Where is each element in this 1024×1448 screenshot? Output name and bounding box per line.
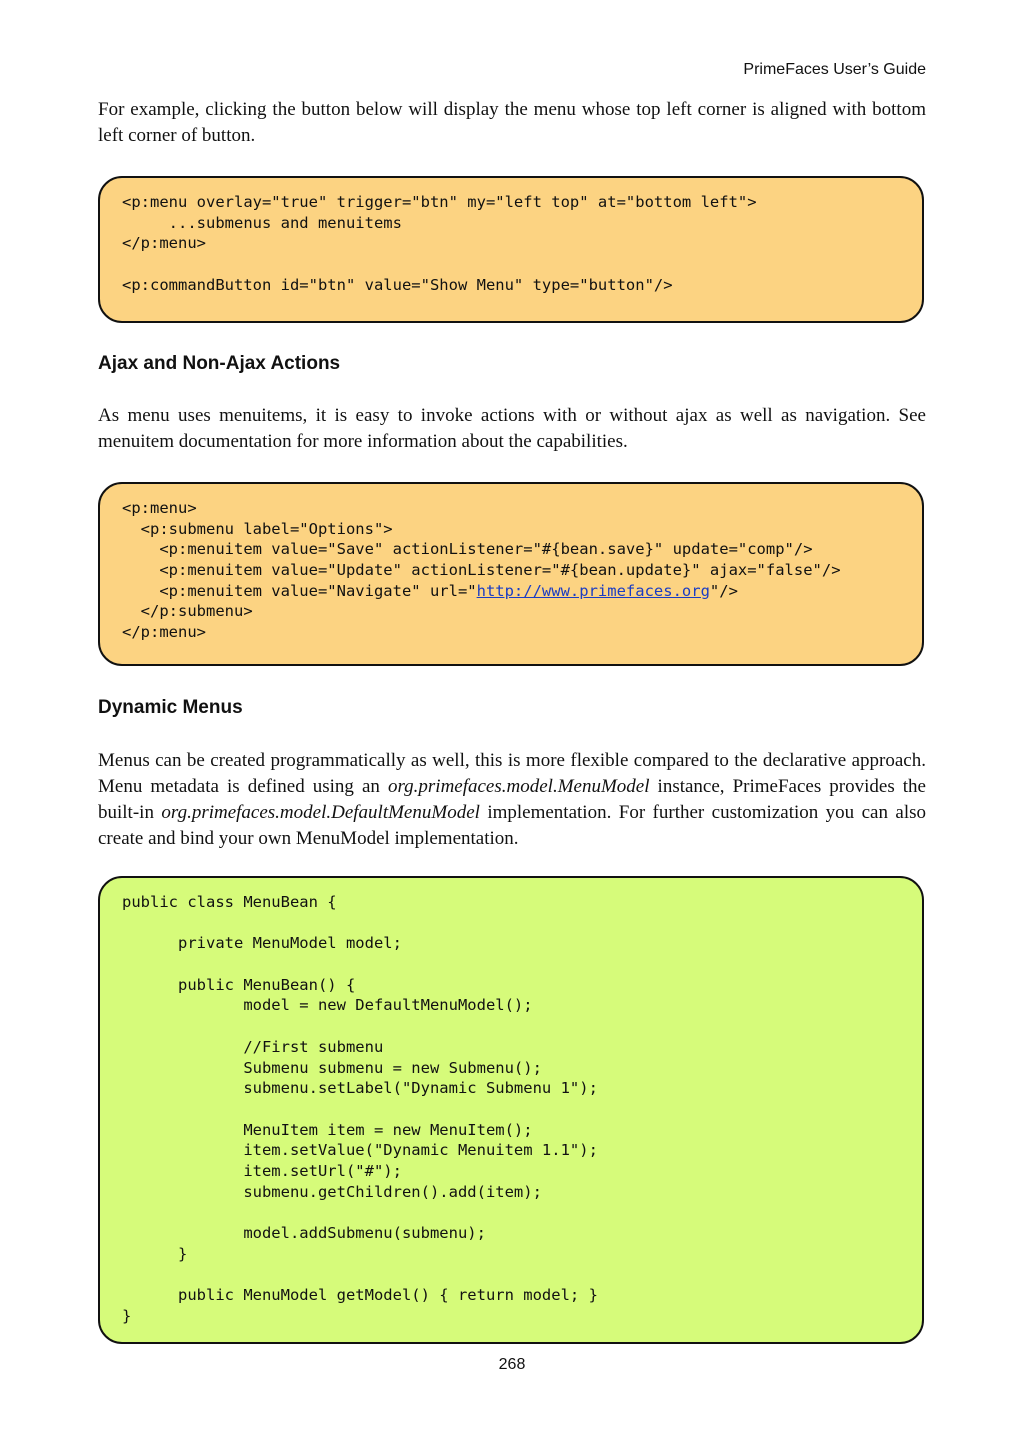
code-line: public MenuBean() { (122, 975, 356, 994)
code-line: private MenuModel model; (122, 934, 402, 953)
section-heading-ajax: Ajax and Non-Ajax Actions (98, 353, 341, 374)
code-line: <p:menu> (122, 499, 197, 517)
code-line: submenu.setLabel("Dynamic Submenu 1"); (122, 1079, 598, 1098)
code-line: <p:commandButton id="btn" value="Show Menu" type="button"/> (122, 275, 673, 294)
code-block-menu-actions (98, 482, 924, 666)
code-line: submenu.getChildren().add(item); (122, 1182, 542, 1201)
code-line-with-link (122, 581, 902, 602)
class-name-defaultmenumodel: org.primefaces.model.DefaultMenuModel (161, 802, 480, 823)
code-text: "/> (709, 581, 738, 600)
code-line: </p:submenu> (122, 602, 253, 621)
code-line: item.setUrl("#"); (122, 1161, 402, 1180)
ajax-paragraph: As menu uses menuitems, it is easy to invoke actions with or without ajax as well as navigation. See menuitem documentation for more information about the capabilities. (98, 405, 926, 452)
code-line (122, 913, 902, 934)
code-line: ...submenus and menuitems (122, 213, 402, 232)
dynamic-paragraph (98, 748, 926, 852)
code-text: <p:menuitem value="Navigate" url=" (122, 581, 477, 600)
paragraph-text: implementation. For further customization you can also create and bind your own MenuModel implementation. (98, 802, 926, 849)
code-line: <p:menuitem value="Save" actionListener="#{bean.save}" update="comp"/> (122, 540, 813, 559)
section-heading-dynamic: Dynamic Menus (98, 697, 243, 718)
code-block-menu-overlay (98, 176, 924, 323)
code-line (122, 1016, 902, 1037)
code-block-menubean (98, 876, 924, 1344)
paragraph-text: instance, PrimeFaces provides the built-in (98, 776, 926, 823)
code-line: //First submenu (122, 1037, 384, 1056)
code-line (122, 1264, 902, 1285)
code-line: <p:menuitem value="Update" actionListener="#{bean.update}" ajax="false"/> (122, 561, 841, 580)
code-line: Submenu submenu = new Submenu(); (122, 1058, 542, 1077)
code-line: } (122, 1306, 132, 1325)
primefaces-link[interactable]: http://www.primefaces.org (476, 581, 710, 600)
intro-paragraph: For example, clicking the button below will display the menu whose top left corner is aligned with bottom left corner of button. (98, 99, 926, 146)
code-line (122, 954, 902, 975)
code-line: } (122, 1244, 188, 1263)
code-line: public MenuModel getModel() { return model; } (122, 1286, 598, 1305)
code-line (122, 1099, 902, 1120)
code-line: model.addSubmenu(submenu); (122, 1224, 486, 1242)
code-line: <p:menu overlay="true" trigger="btn" my="left top" at="bottom left"> (122, 193, 757, 211)
code-line: </p:menu> (122, 623, 206, 642)
code-line: <p:submenu label="Options"> (122, 519, 393, 538)
code-line: MenuItem item = new MenuItem(); (122, 1120, 533, 1139)
code-line: </p:menu> (122, 234, 206, 253)
code-line: public class MenuBean { (122, 893, 337, 911)
code-line (122, 1202, 902, 1223)
code-line: item.setValue("Dynamic Menuitem 1.1"); (122, 1141, 598, 1160)
code-line: model = new DefaultMenuModel(); (122, 996, 533, 1015)
running-header: PrimeFaces User’s Guide (743, 61, 926, 78)
code-line (122, 254, 902, 275)
class-name-menumodel: org.primefaces.model.MenuModel (387, 776, 650, 797)
page-number: 268 (498, 1356, 526, 1373)
paragraph-text: Menus can be created programmatically as well, this is more flexible compared to the declarative approach. Menu metadata is defined using an (98, 750, 926, 797)
